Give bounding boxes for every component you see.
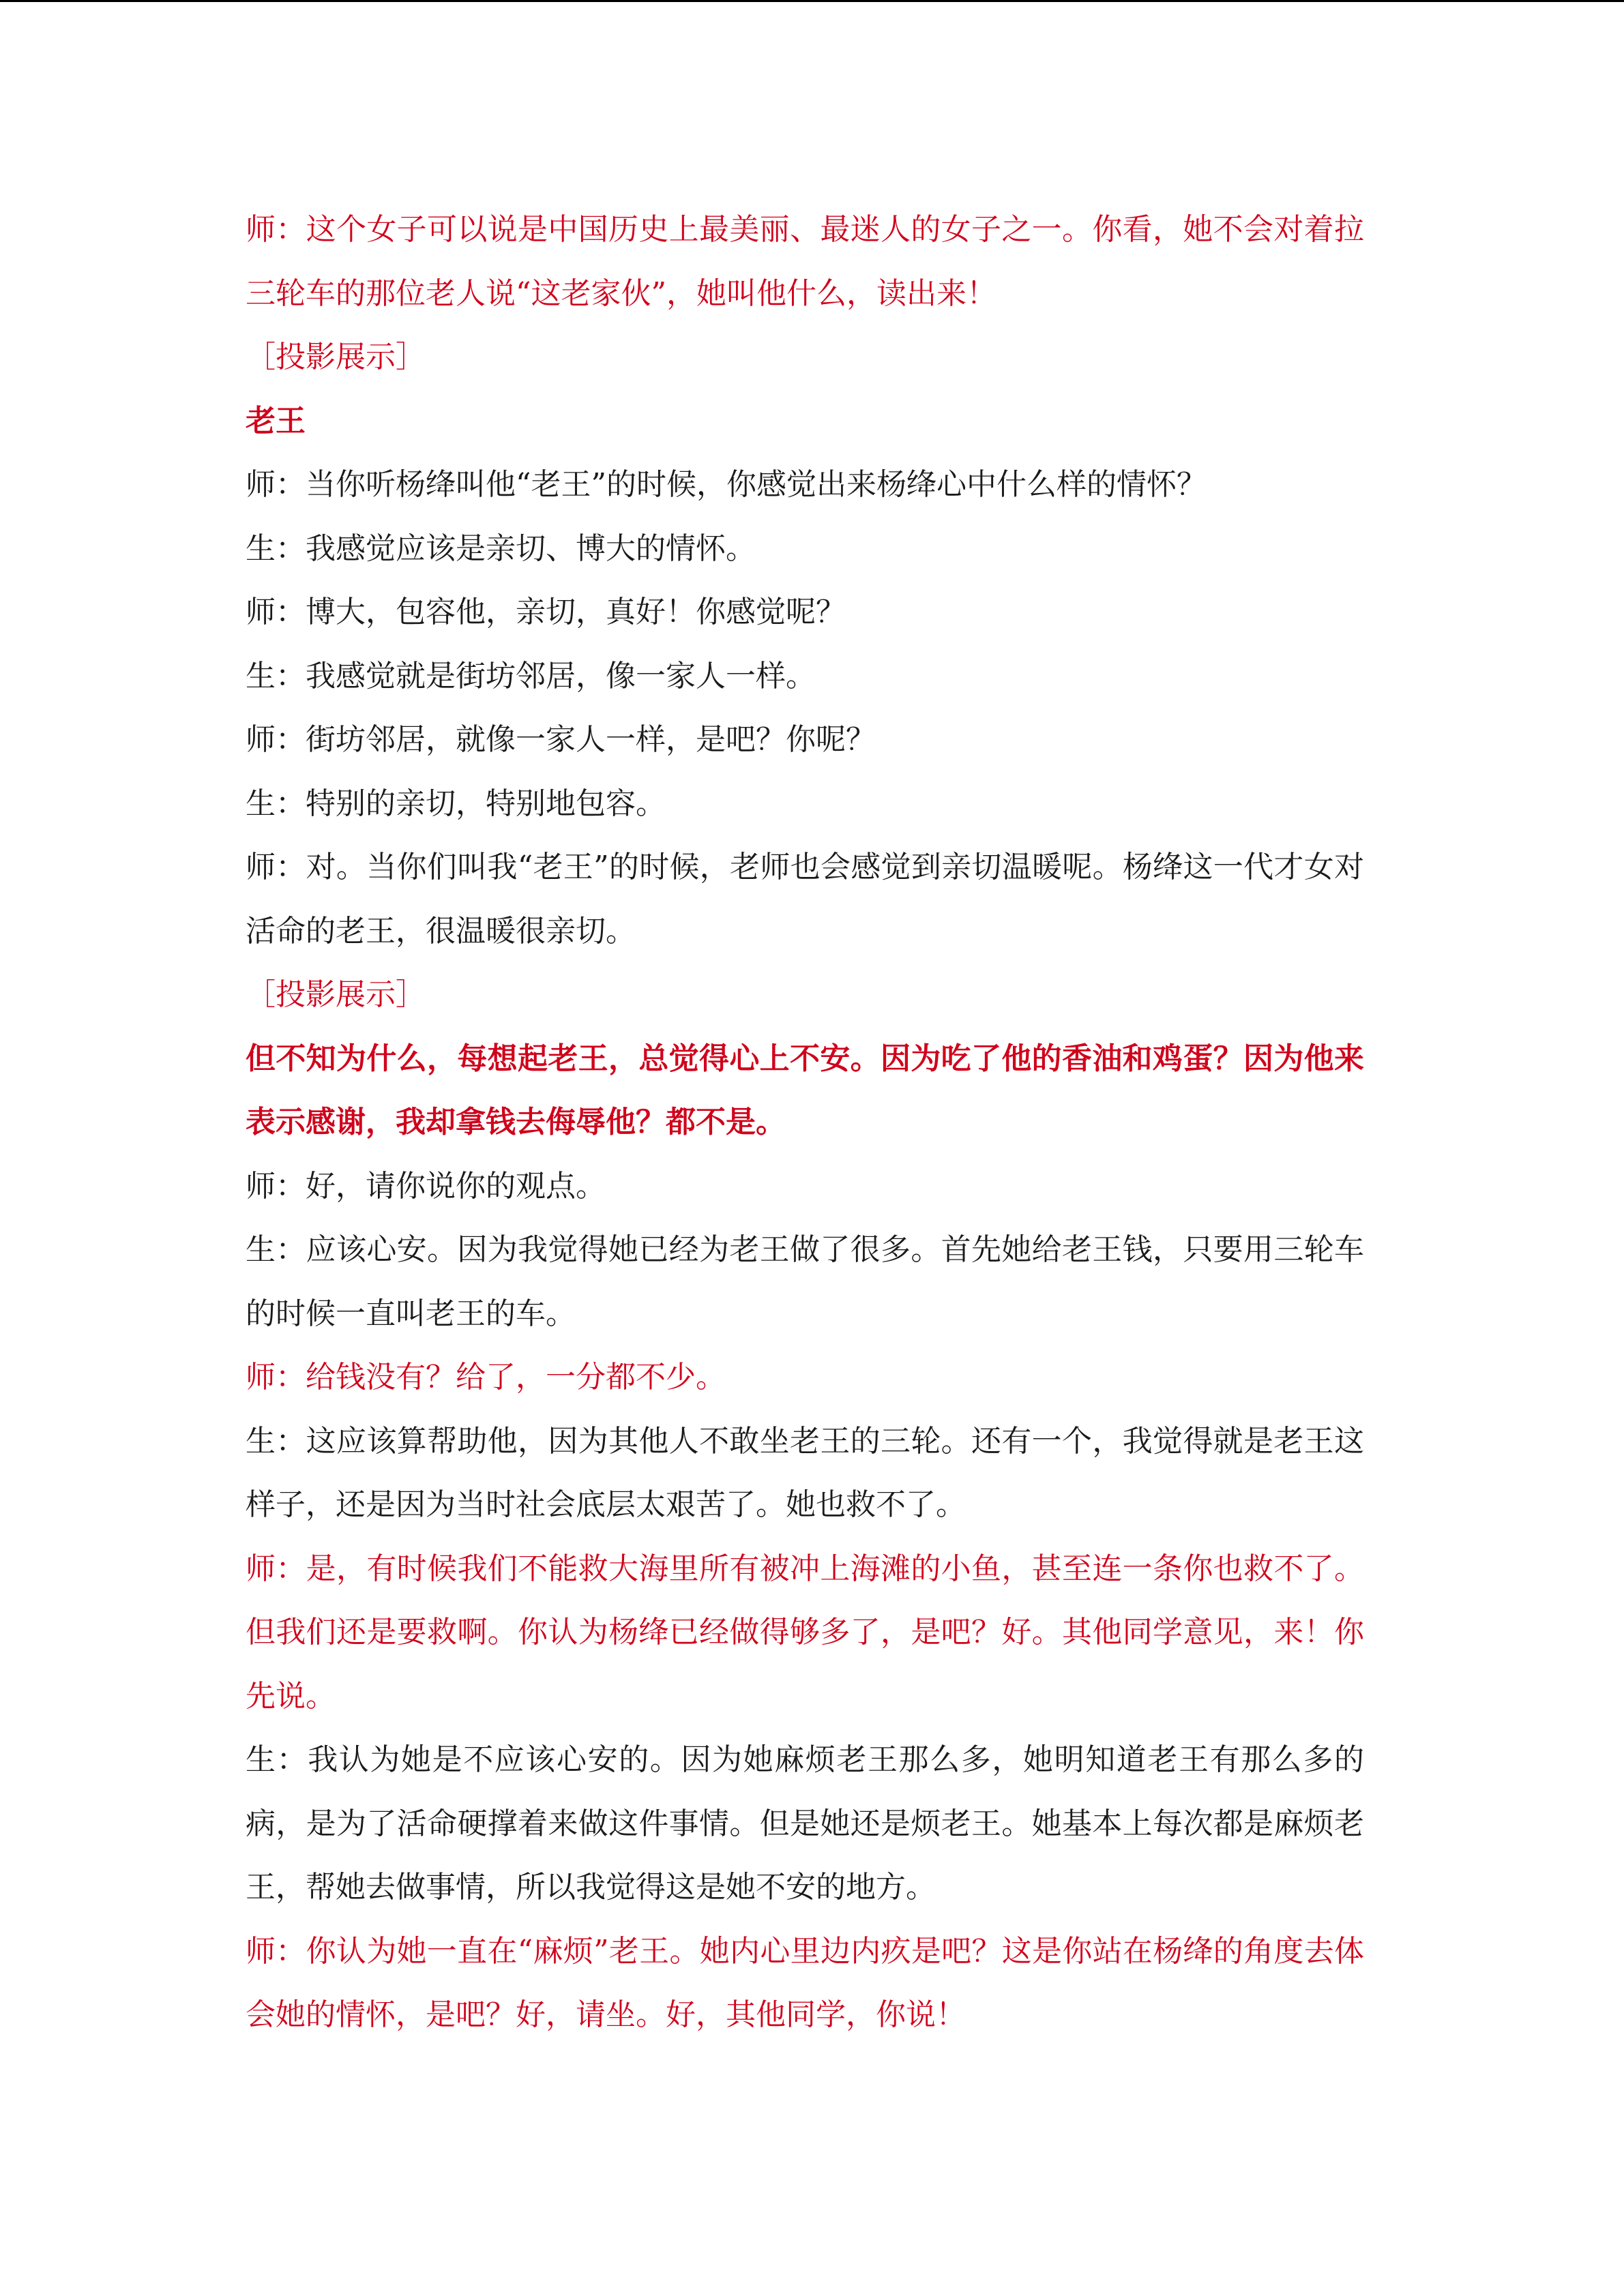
- paragraph: 生：我认为她是不应该心安的。因为她麻烦老王那么多，她明知道老王有那么多的病，是为了活命硬撑着来做这件事情。但是她还是烦老王。她基本上每次都是麻烦老王，帮她去做事情，所以我觉得这是她不安的地方。: [246, 1742, 1364, 1905]
- paragraph: 生：我感觉应该是亲切、博大的情怀。: [246, 531, 756, 566]
- paragraph: 师：给钱没有？给了，一分都不少。: [246, 1360, 726, 1395]
- paragraph: 生：我感觉就是街坊邻居，像一家人一样。: [246, 658, 816, 694]
- paragraph: 师：这个女子可以说是中国历史上最美丽、最迷人的女子之一。你看，她不会对着拉三轮车的那位老人说“这老家伙”，她叫他什么，读出来！: [246, 212, 1365, 311]
- paragraph: 师：博大，包容他，亲切，真好！你感觉呢？: [246, 595, 846, 629]
- section-label: ［投影展示］: [246, 977, 426, 1012]
- paragraph: 生：特别的亲切，特别地包容。: [246, 786, 666, 821]
- projected-title: 老王: [246, 403, 306, 438]
- paragraph: 生：这应该算帮助他，因为其他人不敢坐老王的三轮。还有一个，我觉得就是老王这样子，还是因为当时社会底层太艰苦了。她也救不了。: [246, 1423, 1365, 1522]
- paragraph: 师：当你听杨绛叫他“老王”的时候，你感觉出来杨绛心中什么样的情怀？: [246, 467, 1207, 502]
- document-body: [246, 198, 1364, 2047]
- paragraph: 师：街坊邻居，就像一家人一样，是吧？你呢？: [246, 722, 876, 757]
- projected-quote: 但不知为什么，每想起老王，总觉得心上不安。因为吃了他的香油和鸡蛋？因为他来表示感谢，我却拿钱去侮辱他？都不是。: [246, 1041, 1364, 1139]
- page-top-border: [0, 0, 1624, 2]
- paragraph: 生：应该心安。因为我觉得她已经为老王做了很多。首先她给老王钱，只要用三轮车的时候一直叫老王的车。: [246, 1232, 1365, 1331]
- paragraph: 师：你认为她一直在“麻烦”老王。她内心里边内疚是吧？这是你站在杨绛的角度去体会她的情怀，是吧？好，请坐。好，其他同学，你说！: [246, 1933, 1364, 2032]
- paragraph: 师：好，请你说你的观点。: [246, 1168, 606, 1204]
- paragraph: 师：对。当你们叫我“老王”的时候，老师也会感觉到亲切温暖呢。杨绛这一代才女对活命的老王，很温暖很亲切。: [246, 850, 1364, 949]
- section-label: ［投影展示］: [246, 340, 426, 374]
- paragraph: 师：是，有时候我们不能救大海里所有被冲上海滩的小鱼，甚至连一条你也救不了。但我们还是要救啊。你认为杨绛已经做得够多了，是吧？好。其他同学意见，来！你先说。: [246, 1551, 1365, 1714]
